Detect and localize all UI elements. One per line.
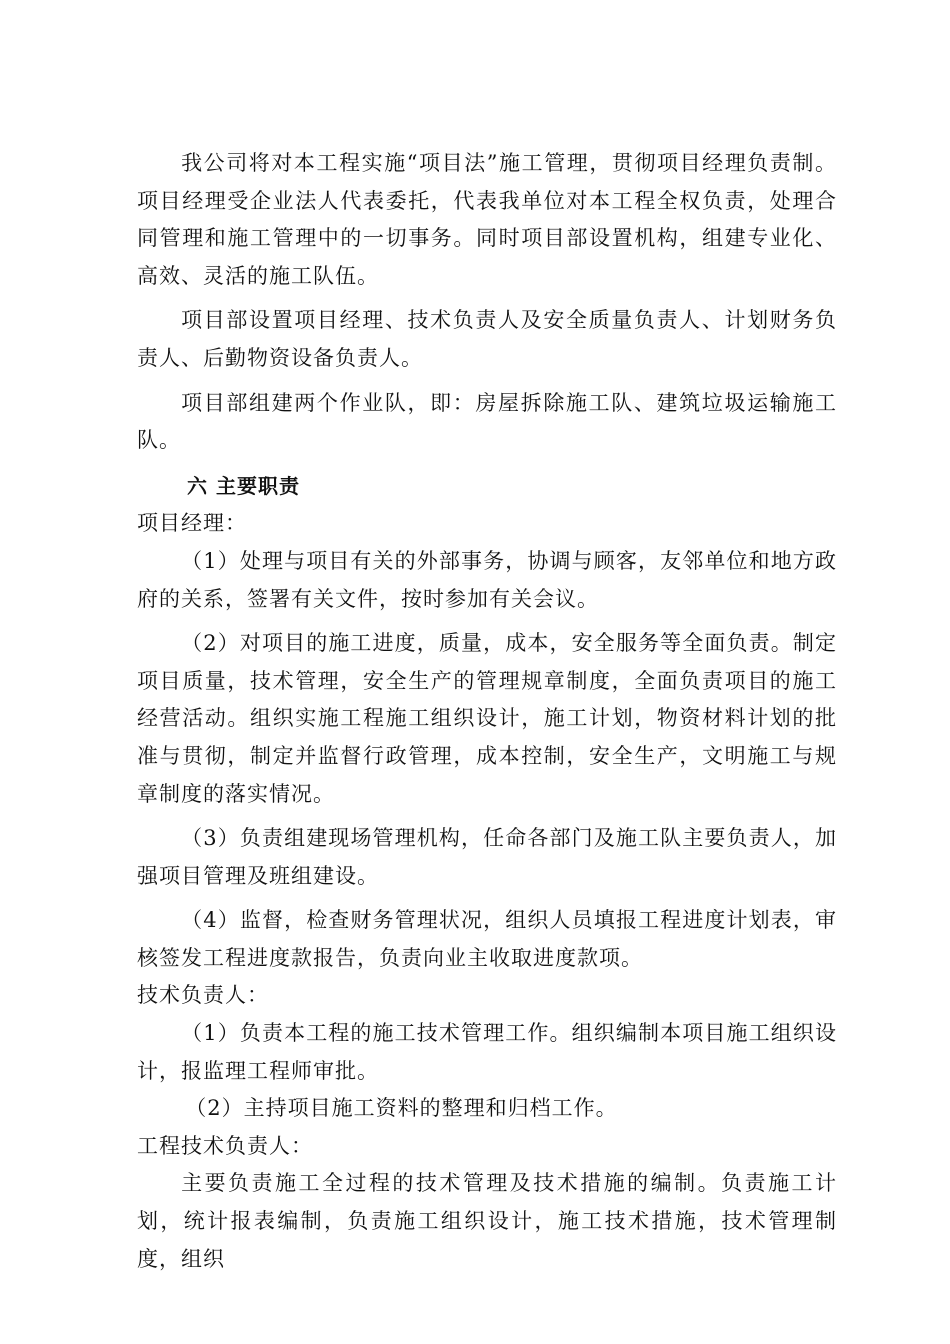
project-manager-item-2: （2）对项目的施工进度，质量，成本，安全服务等全面负责。制定项目质量，技术管理，安全生产的管理规章制度，全面负责项目的施工经营活动。组织实施工程施工组织设计，施工计划，物资材料计划的批准与贯彻，制定并监督行政管理，成本控制，安全生产，文明施工与规章制度的落实情况。: [137, 631, 837, 806]
project-manager-item-1: （1）处理与项目有关的外部事务，协调与顾客，友邻单位和地方政府的关系，签署有关文件，按时参加有关会议。: [137, 548, 837, 611]
project-manager-item-4: （4）监督，检查财务管理状况，组织人员填报工程进度计划表，审核签发工程进度款报告，负责向业主收取进度款项。: [137, 908, 837, 970]
work-teams-paragraph: 项目部组建两个作业队，即：房屋拆除施工队、建筑垃圾运输施工队。: [137, 390, 837, 453]
department-setup-paragraph: 项目部设置项目经理、技术负责人及安全质量负责人、计划财务负责人、后勤物资设备负责人。: [137, 308, 837, 370]
technical-lead-item-2: （2）主持项目施工资料的整理和归档工作。: [185, 1096, 618, 1121]
intro-paragraph: 我公司将对本工程实施“项目法”施工管理，贯彻项目经理负责制。项目经理受企业法人代表委托，代表我单位对本工程全权负责，处理合同管理和施工管理中的一切事务。同时项目部设置机构，组建专业化、高效、灵活的施工队伍。: [137, 151, 837, 288]
section-heading: 六 主要职责: [187, 473, 300, 498]
engineering-tech-lead-label: 工程技术负责人：: [137, 1133, 313, 1158]
project-manager-item-3: （3）负责组建现场管理机构，任命各部门及施工队主要负责人，加强项目管理及班组建设。: [137, 826, 837, 888]
project-manager-label: 项目经理：: [137, 511, 247, 536]
technical-lead-label: 技术负责人：: [137, 983, 269, 1008]
technical-lead-item-1: （1）负责本工程的施工技术管理工作。组织编制本项目施工组织设计，报监理工程师审批。: [137, 1021, 837, 1083]
engineering-tech-lead-text: 主要负责施工全过程的技术管理及技术措施的编制。负责施工计划，统计报表编制，负责施工组织设计，施工技术措施，技术管理制度，组织: [137, 1171, 837, 1271]
document-body: [137, 145, 837, 1278]
